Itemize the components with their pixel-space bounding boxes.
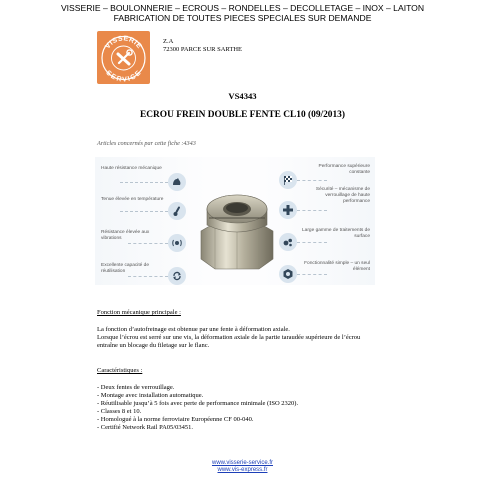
feature-right-2-line: [297, 210, 327, 211]
caracteristiques-heading: Caractéristiques :: [97, 367, 143, 374]
svg-text:VISSERIE: [104, 35, 142, 50]
lock-nut-image: [195, 185, 279, 277]
checkered-flag-icon: [279, 171, 297, 189]
drops-icon: [279, 233, 297, 251]
muscle-arm-icon: [168, 173, 186, 191]
feature-right-1: Performance supérieure constante: [318, 164, 370, 175]
logo-bottom-text: SERVICE: [104, 69, 143, 84]
feature-left-2-line: [120, 211, 168, 212]
vibration-icon: [168, 234, 186, 252]
address-line-1: Z.A: [163, 38, 174, 45]
feature-left-4-line: [128, 276, 168, 277]
feature-left-3: Résistance élevée aux vibrations: [101, 230, 150, 241]
hex-nut-icon: [279, 265, 297, 283]
fonction-paragraph-1: La fonction d’autofreinage est obtenue par une fente à déformation axiale.: [97, 326, 290, 333]
feature-right-1-line: [297, 180, 327, 181]
fonction-paragraph-2a: Lorsque l’écrou est serré sur une vis, la déformation axiale de la partie taraudée supérieure de l’écrou: [97, 334, 361, 341]
footer-link-vis-express[interactable]: www.vis-express.fr: [217, 467, 268, 473]
feature-right-4: Fonctionnalité simple – un seul élément: [304, 261, 370, 272]
header-line-1: VISSERIE – BOULONNERIE – ECROUS – RONDELLES – DECOLLETAGE – INOX – LAITON: [60, 3, 425, 13]
address-line-2: 72300 PARCE SUR SARTHE: [163, 46, 243, 53]
feature-left-3-line: [128, 243, 168, 244]
logo-tools-icon: [118, 50, 132, 64]
svg-text:SERVICE: [104, 70, 142, 84]
list-item: - Certifié Network Rail PA05/03451.: [97, 424, 193, 431]
thermometer-icon: [168, 202, 186, 220]
feature-right-2: Sécurité – mécanisme de verrouillage de haute performance: [315, 187, 370, 204]
footer-link-visserie-service[interactable]: www.visserie-service.fr: [211, 460, 273, 466]
visserie-service-logo: [97, 31, 150, 84]
feature-right-3-line: [297, 242, 327, 243]
recycle-icon: [168, 267, 186, 285]
page-title: ECROU FREIN DOUBLE FENTE CL10 (09/2013): [140, 110, 345, 120]
feature-left-4: Excellente capacité de réutilisation: [101, 263, 149, 274]
feature-right-3: Large gamme de traitements de surface: [302, 228, 370, 239]
feature-left-1-line: [120, 182, 168, 183]
header-line-2: FABRICATION DE TOUTES PIECES SPECIALES SUR DEMANDE: [113, 13, 372, 23]
list-item: - Classes 8 et 10.: [97, 408, 142, 415]
feature-left-2: Tenue élevée en température: [101, 197, 164, 202]
feature-right-4-line: [297, 274, 327, 275]
list-item: - Deux fentes de verrouillage.: [97, 384, 175, 391]
fonction-paragraph-2b: entraîne un blocage du filetage sur le flanc.: [97, 342, 210, 349]
logo-graphic: [97, 31, 150, 84]
articles-note: Articles concernés par cette fiche :4343: [97, 140, 196, 147]
logo-top-text: VISSERIE: [104, 35, 143, 51]
list-item: - Réutilisable jusqu’à 5 fois avec perte de performance minimale (ISO 2320).: [97, 400, 299, 407]
cross-icon: [279, 201, 297, 219]
reference: VS4343: [228, 91, 257, 101]
list-item: - Montage avec installation automatique.: [97, 392, 204, 399]
list-item: - Homologué à la norme ferroviaire Européenne CF 00-040.: [97, 416, 254, 423]
fonction-heading: Fonction mécanique principale :: [97, 309, 181, 316]
feature-left-1: Haute résistance mécanique: [101, 166, 162, 171]
